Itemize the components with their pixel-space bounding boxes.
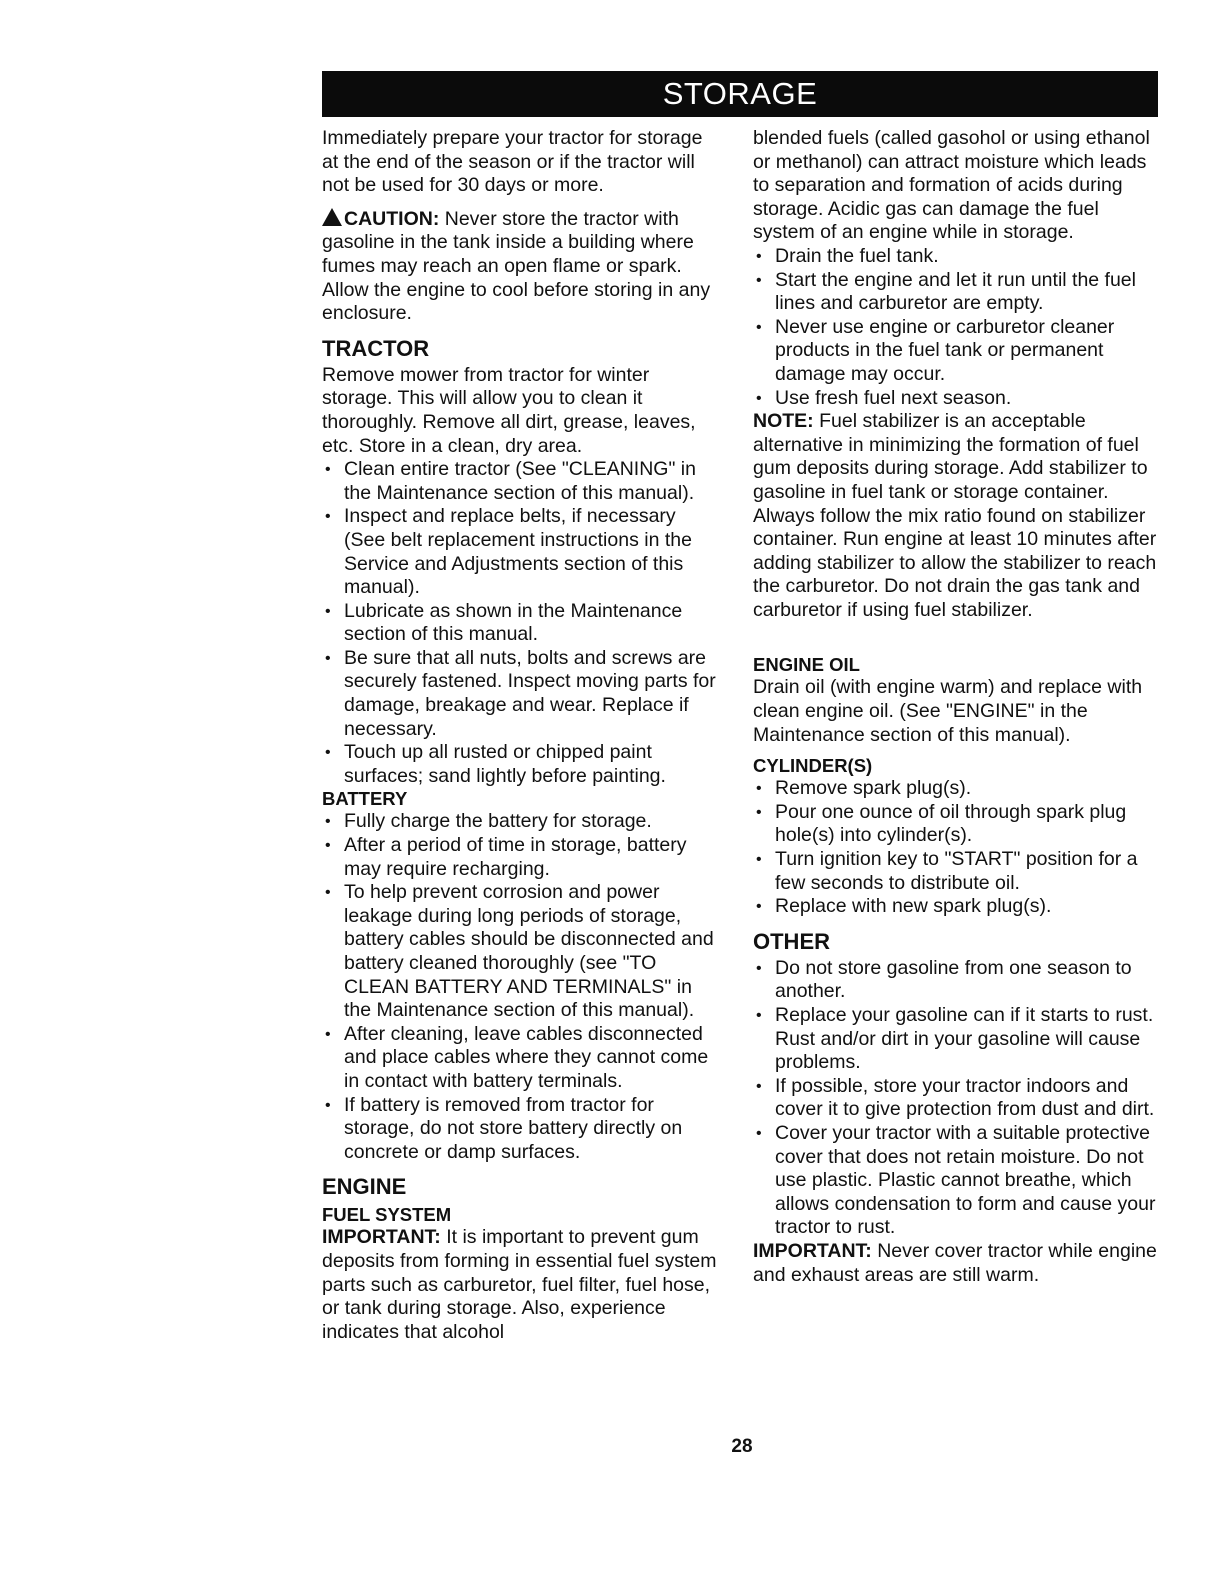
section-title: STORAGE — [662, 76, 818, 111]
list-item: • Replace with new spark plug(s). — [753, 895, 1163, 919]
left-column — [322, 127, 722, 1344]
battery-heading: BATTERY — [322, 788, 408, 810]
other-heading: OTHER — [753, 928, 830, 954]
battery-list — [322, 810, 722, 1164]
list-item: • If possible, store your tractor indoors and cover it to give protection from dust and dirt. — [753, 1075, 1163, 1122]
note-paragraph — [753, 410, 1163, 622]
caution-label: CAUTION: — [344, 207, 440, 230]
cylinders-list — [753, 777, 1163, 919]
list-item: • After cleaning, leave cables disconnected and place cables where they cannot come in contact with battery terminals. — [322, 1023, 722, 1094]
list-item: • Touch up all rusted or chipped paint surfaces; sand lightly before painting. — [322, 741, 722, 788]
note-text: Fuel stabilizer is an acceptable alternative in minimizing the formation of fuel gum deposits during storage. Add stabilizer to gasoline in fuel tank or storage container. Always follow the mix ratio found on stabilizer container. Run engine at least 10 minutes after adding stabilizer to allow the stabilizer to reach the carburetor. Do not drain the gas tank and carburetor if using fuel stabilizer. — [753, 410, 1157, 621]
engine-heading: ENGINE — [322, 1174, 407, 1200]
other-important-paragraph — [753, 1240, 1163, 1287]
tractor-heading: TRACTOR — [322, 335, 430, 361]
list-item: • Pour one ounce of oil through spark plug hole(s) into cylinder(s). — [753, 801, 1163, 848]
fuel-system-heading: FUEL SYSTEM — [322, 1204, 452, 1226]
fuel-important-paragraph — [322, 1226, 722, 1344]
engine-oil-heading: ENGINE OIL — [753, 654, 860, 676]
list-item: • Fully charge the battery for storage. — [322, 810, 722, 834]
important-label: IMPORTANT: — [753, 1239, 872, 1262]
list-item: • To help prevent corrosion and power leakage during long periods of storage, battery cables should be disconnected and battery cleaned thoroughly (see "TO CLEAN BATTERY AND TERMINALS" in the Maintenance section of this manual). — [322, 881, 722, 1023]
list-item: • Inspect and replace belts, if necessary (See belt replacement instructions in the Service and Adjustments section of this manual). — [322, 505, 722, 599]
list-item: • Use fresh fuel next season. — [753, 387, 1163, 411]
list-item: • Never use engine or carburetor cleaner products in the fuel tank or permanent damage may occur. — [753, 316, 1163, 387]
note-label: NOTE: — [753, 410, 814, 433]
intro-paragraph: Immediately prepare your tractor for storage at the end of the season or if the tractor will not be used for 30 days or more. — [322, 127, 703, 197]
list-item: • Drain the fuel tank. — [753, 245, 1163, 269]
fuel-list — [753, 245, 1163, 410]
spacer — [753, 622, 1163, 646]
list-item: • Do not store gasoline from one season to another. — [753, 957, 1163, 1004]
list-item: • Start the engine and let it run until the fuel lines and carburetor are empty. — [753, 269, 1163, 316]
caution-text: Never store the tractor with gasoline in the tank inside a building where fumes may reach an open flame or spark. Allow the engine to cool before storing in any enclosure. — [322, 207, 711, 325]
list-item: • Turn ignition key to "START" position for a few seconds to distribute oil. — [753, 848, 1163, 895]
tractor-list — [322, 458, 722, 788]
list-item: • Remove spark plug(s). — [753, 777, 1163, 801]
important-text: It is important to prevent gum deposits from forming in essential fuel system parts such as carburetor, fuel filter, fuel hose, or tank during storage. Also, experience indicates that alcohol — [322, 1226, 717, 1343]
fuel-continued-paragraph: blended fuels (called gasohol or using ethanol or methanol) can attract moisture which leads to separation and formation of acids during storage. Acidic gas can damage the fuel system of an engine while in storage. — [753, 127, 1150, 244]
list-item: • If battery is removed from tractor for storage, do not store battery directly on concrete or damp surfaces. — [322, 1094, 722, 1165]
tractor-paragraph: Remove mower from tractor for winter storage. This will allow you to clean it thoroughly. Remove all dirt, grease, leaves, etc. Store in a clean, dry area. — [322, 363, 696, 457]
engine-oil-paragraph: Drain oil (with engine warm) and replace with clean engine oil. (See "ENGINE" in the Maintenance section of this manual). — [753, 676, 1143, 746]
important-label: IMPORTANT: — [322, 1226, 441, 1249]
list-item: • Cover your tractor with a suitable protective cover that does not retain moisture. Do not use plastic. Plastic cannot breathe, which allows condensation to form and cause your tractor to rust. — [753, 1122, 1163, 1240]
list-item: • Replace your gasoline can if it starts to rust. Rust and/or dirt in your gasoline will cause problems. — [753, 1004, 1163, 1075]
list-item: • Be sure that all nuts, bolts and screws are securely fastened. Inspect moving parts for damage, breakage and wear. Replace if necessary. — [322, 647, 722, 741]
other-list — [753, 957, 1163, 1240]
cylinders-heading: CYLINDER(S) — [753, 755, 873, 777]
page-number: 28 — [731, 1436, 753, 1457]
warning-triangle-icon — [322, 208, 342, 226]
important-text: Never cover tractor while engine and exhaust areas are still warm. — [753, 1239, 1157, 1286]
caution-paragraph — [322, 208, 722, 326]
right-column — [753, 127, 1163, 1287]
list-item: • Clean entire tractor (See "CLEANING" in the Maintenance section of this manual). — [322, 458, 722, 505]
section-title-banner — [322, 71, 1158, 117]
list-item: • After a period of time in storage, battery may require recharging. — [322, 834, 722, 881]
list-item: • Lubricate as shown in the Maintenance section of this manual. — [322, 600, 722, 647]
